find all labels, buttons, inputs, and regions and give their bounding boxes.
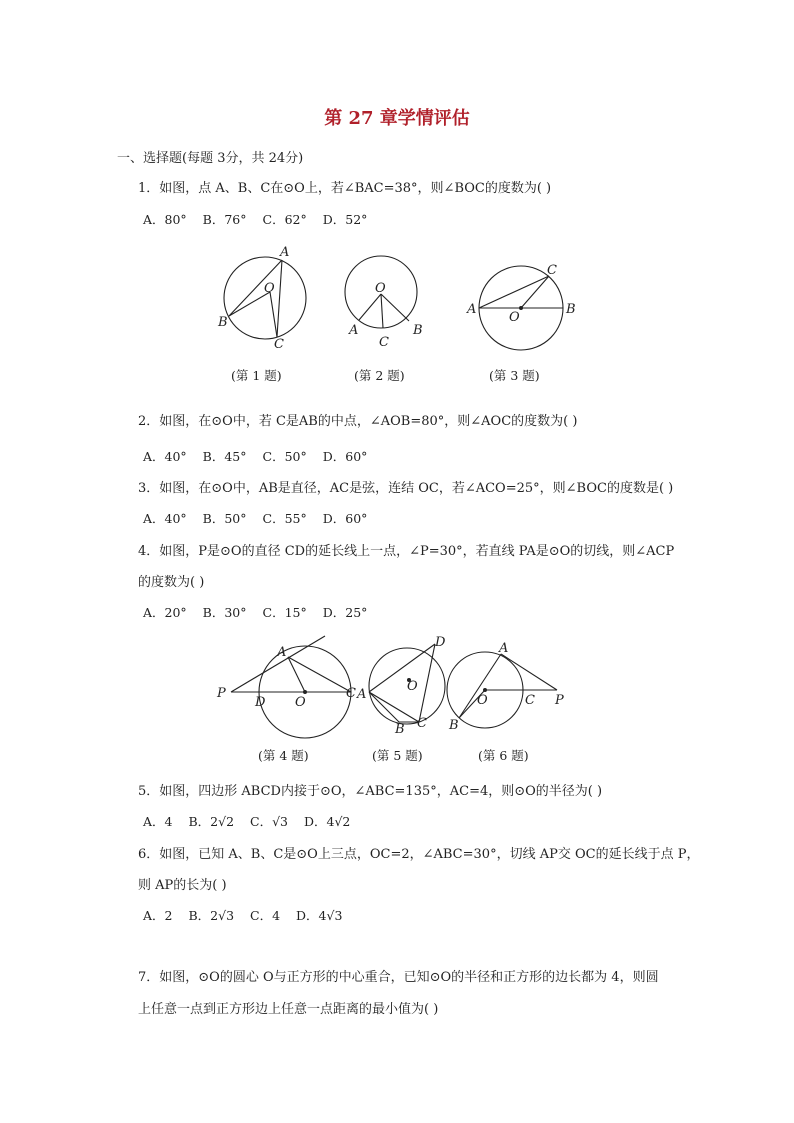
label-c: C — [379, 335, 389, 350]
option-a[interactable]: A．20° — [143, 605, 187, 620]
question-7-line-1: 7．如图，⊙O的圆心 O与正方形的中心重合，已知⊙O的半径和正方形的边长都为 4，则圆 — [138, 970, 659, 985]
option-d[interactable]: D．4√3 — [296, 908, 343, 923]
option-d[interactable]: D．60° — [322, 449, 368, 464]
figure-6 — [445, 632, 575, 732]
label-o: O — [509, 310, 520, 325]
option-d[interactable]: D．25° — [322, 605, 368, 620]
question-6-line-2: 则 AP的长为( ) — [138, 878, 227, 893]
question-3: 3．如图，在⊙O中，AB是直径，AC是弦，连结 OC，若∠ACO=25°，则∠BOC的度数是( ) — [138, 481, 674, 496]
option-d[interactable]: D．4√2 — [303, 814, 351, 829]
figure-2 — [335, 244, 435, 350]
option-c[interactable]: C．4 — [250, 908, 281, 923]
option-a[interactable]: A．40° — [143, 449, 187, 464]
label-a: A — [280, 245, 290, 260]
question-7-line-2: 上任意一点到正方形边上任意一点距离的最小值为( ) — [138, 1002, 439, 1017]
label-a: A — [467, 302, 477, 317]
question-5: 5．如图，四边形 ABCD内接于⊙O，∠ABC=135°，AC=4，则⊙O的半径为( ) — [138, 784, 603, 799]
label-b: B — [413, 323, 423, 338]
option-a[interactable]: A．4 — [143, 814, 173, 829]
option-a[interactable]: A．80° — [143, 212, 187, 227]
label-o: O — [375, 281, 386, 296]
question-2-options — [143, 447, 379, 465]
question-6-line-1: 6．如图，已知 A、B、C是⊙O上三点，OC=2，∠ABC=30°，切线 AP交 OC的延长线于点 P， — [138, 847, 700, 862]
figure-4 — [215, 632, 365, 712]
option-d[interactable]: D．52° — [322, 212, 368, 227]
label-a: A — [349, 323, 359, 338]
question-4-line-1: 4．如图，P是⊙O的直径 CD的延长线上一点，∠P=30°，若直线 PA是⊙O的切线，则∠ACP — [138, 544, 675, 559]
option-c[interactable]: C．√3 — [250, 814, 288, 829]
label-c: C — [346, 686, 356, 701]
label-c: C — [547, 263, 557, 278]
label-a: A — [277, 645, 287, 660]
label-a: A — [499, 641, 509, 656]
option-b[interactable]: B．45° — [202, 449, 247, 464]
question-5-options — [143, 812, 362, 830]
label-c: C — [525, 693, 535, 708]
label-b: B — [218, 315, 228, 330]
label-d: D — [255, 695, 266, 710]
option-c[interactable]: C．62° — [262, 212, 307, 227]
option-b[interactable]: B．2√3 — [188, 908, 235, 923]
page-title: 第 27 章学情评估 — [324, 108, 470, 129]
caption-fig-3: (第 3 题) — [489, 368, 540, 383]
question-4-options — [143, 603, 379, 621]
option-c[interactable]: C．50° — [262, 449, 307, 464]
caption-fig-1: (第 1 题) — [231, 368, 282, 383]
figure-5 — [355, 632, 455, 737]
question-3-options — [143, 509, 379, 527]
label-o: O — [295, 695, 306, 710]
option-a[interactable]: A．40° — [143, 511, 187, 526]
option-c[interactable]: C．15° — [262, 605, 307, 620]
option-b[interactable]: B．76° — [202, 212, 247, 227]
question-1-options — [143, 210, 379, 228]
figure-3 — [463, 260, 583, 340]
option-b[interactable]: B．50° — [202, 511, 247, 526]
question-6-options — [143, 906, 354, 924]
caption-fig-5: (第 5 题) — [372, 748, 423, 763]
caption-fig-2: (第 2 题) — [354, 368, 405, 383]
label-o: O — [407, 679, 418, 694]
label-p: P — [217, 686, 226, 701]
label-p: P — [555, 693, 564, 708]
label-d: D — [435, 635, 446, 650]
label-c: C — [274, 337, 284, 352]
label-o: O — [477, 693, 488, 708]
label-b: B — [566, 302, 576, 317]
section-heading: 一、选择题(每题 3分，共 24分) — [117, 151, 304, 166]
figure-1 — [210, 240, 320, 350]
option-a[interactable]: A．2 — [143, 908, 173, 923]
caption-fig-6: (第 6 题) — [478, 748, 529, 763]
question-1: 1．如图，点 A、B、C在⊙O上，若∠BAC=38°，则∠BOC的度数为( ) — [138, 181, 552, 196]
label-b: B — [395, 722, 405, 737]
caption-fig-4: (第 4 题) — [258, 748, 309, 763]
question-2: 2．如图，在⊙O中，若 C是AB的中点，∠AOB=80°，则∠AOC的度数为( ) — [138, 414, 578, 429]
label-c: C — [417, 716, 427, 731]
label-a: A — [357, 687, 367, 702]
option-d[interactable]: D．60° — [322, 511, 368, 526]
label-o: O — [264, 281, 275, 296]
option-b[interactable]: B．2√2 — [188, 814, 235, 829]
question-4-line-2: 的度数为( ) — [138, 575, 205, 590]
option-b[interactable]: B．30° — [202, 605, 247, 620]
option-c[interactable]: C．55° — [262, 511, 307, 526]
label-b: B — [449, 718, 459, 733]
